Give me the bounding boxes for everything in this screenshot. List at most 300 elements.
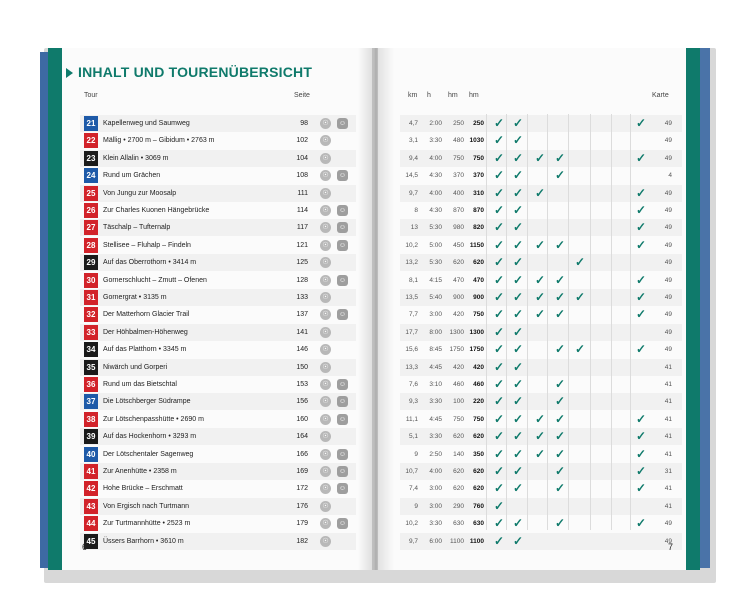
tour-map-number: 41 bbox=[664, 381, 672, 388]
tour-number-badge: 29 bbox=[84, 255, 98, 270]
book-edge-right bbox=[700, 48, 710, 568]
tour-ascent: 750 bbox=[453, 415, 464, 423]
tour-map-number: 49 bbox=[664, 224, 672, 232]
tour-ascent: 750 bbox=[453, 154, 464, 162]
check-icon: ✓ bbox=[636, 290, 647, 304]
tour-km: 5,1 bbox=[408, 433, 418, 441]
tour-number-badge: 24 bbox=[84, 168, 98, 183]
check-icon: ✓ bbox=[636, 150, 647, 165]
tour-page-number: 121 bbox=[296, 241, 308, 249]
tour-map-number: 31 bbox=[664, 468, 672, 475]
check-icon: ✓ bbox=[555, 481, 566, 496]
tour-km: 10,2 bbox=[405, 520, 418, 528]
page-number-right: 7 bbox=[668, 542, 674, 552]
check-icon: ✓ bbox=[535, 185, 546, 200]
check-icon: ✓ bbox=[494, 220, 505, 235]
tour-hours: 2:50 bbox=[429, 450, 442, 458]
tour-number-badge: 27 bbox=[84, 220, 98, 235]
tour-ascent: 980 bbox=[453, 224, 464, 232]
check-icon: ✓ bbox=[513, 516, 524, 531]
family-icon: ☺ bbox=[338, 485, 347, 493]
check-icon: ✓ bbox=[494, 324, 505, 339]
tour-hours: 8:00 bbox=[429, 328, 442, 336]
check-icon: ✓ bbox=[513, 429, 524, 444]
tour-km: 9 bbox=[414, 450, 418, 458]
tour-ascent: 620 bbox=[453, 468, 464, 475]
tour-km: 10,7 bbox=[405, 468, 418, 475]
tour-hours: 4:30 bbox=[429, 172, 442, 180]
table-row-right bbox=[400, 324, 682, 341]
check-icon: ✓ bbox=[494, 429, 505, 444]
table-row-right bbox=[400, 167, 682, 184]
tour-km: 7,6 bbox=[408, 381, 418, 388]
tour-name: Zur Anenhütte • 2358 m bbox=[103, 468, 177, 475]
check-icon: ✓ bbox=[494, 516, 505, 531]
tour-page-number: 146 bbox=[296, 346, 308, 354]
tour-ascent: 620 bbox=[453, 485, 464, 493]
tour-name: Zur Turtmannhütte • 2523 m bbox=[103, 520, 191, 528]
check-icon: ✓ bbox=[494, 533, 505, 548]
tour-name: Rund um Grächen bbox=[103, 172, 161, 180]
tour-map-number: 41 bbox=[664, 363, 672, 371]
tour-descent: 1750 bbox=[469, 346, 484, 354]
tour-name: Der Höhbalmen-Höhenweg bbox=[103, 328, 188, 336]
check-icon: ✓ bbox=[513, 464, 524, 478]
check-icon: ✓ bbox=[555, 342, 566, 357]
difficulty-icon: ☉ bbox=[320, 153, 331, 164]
tour-map-number: 49 bbox=[664, 259, 672, 267]
tour-hours: 3:00 bbox=[429, 502, 442, 510]
family-icon: ☺ bbox=[338, 120, 347, 127]
tour-number-badge: 35 bbox=[84, 360, 98, 375]
check-icon: ✓ bbox=[494, 116, 505, 130]
tour-number-badge: 28 bbox=[84, 238, 98, 253]
tour-page-number: 137 bbox=[296, 311, 308, 319]
tour-descent: 1100 bbox=[469, 537, 484, 545]
tour-hours: 5:30 bbox=[429, 259, 442, 267]
tour-page-number: 108 bbox=[296, 172, 308, 180]
tour-descent: 250 bbox=[473, 120, 484, 127]
tour-name: Gornergrat • 3135 m bbox=[103, 294, 167, 301]
tour-name: Der Matterhorn Glacier Trail bbox=[103, 311, 190, 319]
difficulty-icon: ☉ bbox=[320, 170, 331, 181]
check-icon: ✓ bbox=[636, 220, 647, 235]
table-row-right bbox=[400, 254, 682, 271]
check-icon: ✓ bbox=[535, 446, 546, 461]
check-icon: ✓ bbox=[494, 272, 505, 287]
tour-number-badge: 43 bbox=[84, 499, 98, 514]
tour-map-number: 41 bbox=[664, 415, 672, 423]
tour-ascent: 450 bbox=[453, 241, 464, 249]
table-row-right bbox=[400, 533, 682, 550]
check-icon: ✓ bbox=[494, 255, 505, 270]
check-icon: ✓ bbox=[636, 237, 647, 252]
tour-map-number: 49 bbox=[664, 207, 672, 214]
tour-km: 9,7 bbox=[408, 189, 418, 197]
check-icon: ✓ bbox=[636, 516, 647, 531]
check-icon: ✓ bbox=[555, 411, 566, 426]
check-icon: ✓ bbox=[555, 290, 566, 304]
tour-page-number: 150 bbox=[296, 363, 308, 371]
check-icon: ✓ bbox=[636, 272, 647, 287]
family-icon: ☺ bbox=[338, 241, 347, 249]
difficulty-icon: ☉ bbox=[320, 431, 331, 442]
check-icon: ✓ bbox=[555, 237, 566, 252]
tour-page-number: 179 bbox=[296, 520, 308, 528]
title-arrow-icon bbox=[66, 68, 73, 78]
family-icon: ☺ bbox=[338, 311, 347, 319]
check-icon: ✓ bbox=[494, 150, 505, 165]
tour-number-badge: 36 bbox=[84, 377, 98, 392]
tour-hours: 4:15 bbox=[429, 276, 442, 284]
check-icon: ✓ bbox=[513, 237, 524, 252]
tour-name: Täschalp – Tufternalp bbox=[103, 224, 171, 232]
tour-name: Zur Lötschenpasshütte • 2690 m bbox=[103, 415, 204, 423]
tour-number-badge: 22 bbox=[84, 133, 98, 148]
difficulty-icon: ☉ bbox=[320, 205, 331, 216]
tour-descent: 1300 bbox=[469, 328, 484, 336]
check-icon: ✓ bbox=[513, 377, 524, 391]
tour-hours: 4:00 bbox=[429, 189, 442, 197]
difficulty-icon: ☉ bbox=[320, 536, 331, 547]
tour-ascent: 460 bbox=[453, 381, 464, 388]
tour-hours: 3:00 bbox=[429, 485, 442, 493]
check-icon: ✓ bbox=[513, 168, 524, 183]
check-icon: ✓ bbox=[535, 150, 546, 165]
tour-descent: 470 bbox=[473, 276, 484, 284]
check-icon: ✓ bbox=[494, 307, 505, 322]
check-icon: ✓ bbox=[494, 185, 505, 200]
page-number-left: 6 bbox=[82, 542, 88, 552]
check-icon: ✓ bbox=[575, 290, 586, 304]
tour-map-number: 49 bbox=[664, 311, 672, 319]
check-icon: ✓ bbox=[535, 237, 546, 252]
tour-name: Auf das Oberrothorn • 3414 m bbox=[103, 259, 197, 267]
family-icon: ☺ bbox=[338, 520, 347, 528]
tour-descent: 310 bbox=[473, 189, 484, 197]
check-icon: ✓ bbox=[513, 220, 524, 235]
tour-name: Die Lötschberger Südrampe bbox=[103, 398, 191, 406]
difficulty-icon: ☉ bbox=[320, 466, 331, 477]
tour-number-badge: 32 bbox=[84, 307, 98, 322]
check-icon: ✓ bbox=[494, 237, 505, 252]
tour-page-number: 169 bbox=[296, 468, 308, 475]
tour-km: 7,7 bbox=[408, 311, 418, 319]
check-icon: ✓ bbox=[575, 255, 586, 270]
check-icon: ✓ bbox=[513, 359, 524, 374]
check-icon: ✓ bbox=[494, 377, 505, 391]
tour-hours: 3:30 bbox=[429, 137, 442, 145]
tour-number-badge: 33 bbox=[84, 325, 98, 340]
tour-descent: 870 bbox=[473, 207, 484, 214]
column-divider bbox=[568, 114, 569, 530]
tour-page-number: 104 bbox=[296, 154, 308, 162]
tour-map-number: 49 bbox=[664, 276, 672, 284]
difficulty-icon: ☉ bbox=[320, 396, 331, 407]
check-icon: ✓ bbox=[513, 533, 524, 548]
check-icon: ✓ bbox=[494, 203, 505, 217]
tour-km: 9,7 bbox=[408, 537, 418, 545]
tour-descent: 750 bbox=[473, 154, 484, 162]
tour-km: 3,1 bbox=[408, 137, 418, 145]
tour-map-number: 41 bbox=[664, 502, 672, 510]
difficulty-icon: ☉ bbox=[320, 501, 331, 512]
tour-name: Stellisee – Fluhalp – Findeln bbox=[103, 241, 191, 249]
check-icon: ✓ bbox=[513, 481, 524, 496]
tour-map-number: 49 bbox=[664, 294, 672, 301]
tour-page-number: 172 bbox=[296, 485, 308, 493]
tour-map-number: 49 bbox=[664, 328, 672, 336]
tour-descent: 820 bbox=[473, 224, 484, 232]
tour-number-badge: 34 bbox=[84, 342, 98, 357]
tour-number-badge: 40 bbox=[84, 447, 98, 462]
difficulty-icon: ☉ bbox=[320, 327, 331, 338]
family-icon: ☺ bbox=[338, 207, 347, 214]
tour-hours: 5:40 bbox=[429, 294, 442, 301]
check-icon: ✓ bbox=[636, 446, 647, 461]
tour-name: Von Jungu zur Moosalp bbox=[103, 189, 177, 197]
tour-number-badge: 45 bbox=[84, 534, 98, 549]
book-gutter bbox=[358, 48, 394, 570]
tour-ascent: 100 bbox=[453, 398, 464, 406]
difficulty-icon: ☉ bbox=[320, 257, 331, 268]
tour-hours: 4:45 bbox=[429, 415, 442, 423]
tour-map-number: 4 bbox=[668, 172, 672, 180]
tour-map-number: 49 bbox=[664, 241, 672, 249]
tour-hours: 4:00 bbox=[429, 154, 442, 162]
tour-ascent: 250 bbox=[453, 120, 464, 127]
tour-descent: 620 bbox=[473, 259, 484, 267]
family-icon: ☺ bbox=[338, 468, 347, 475]
tour-number-badge: 42 bbox=[84, 481, 98, 496]
check-icon: ✓ bbox=[494, 498, 505, 513]
check-icon: ✓ bbox=[513, 185, 524, 200]
table-row-right bbox=[400, 132, 682, 149]
check-icon: ✓ bbox=[636, 116, 647, 130]
tour-name: Auf das Platthorn • 3345 m bbox=[103, 346, 187, 354]
check-icon: ✓ bbox=[636, 307, 647, 322]
check-icon: ✓ bbox=[513, 255, 524, 270]
tour-km: 15,6 bbox=[405, 346, 418, 354]
tour-descent: 420 bbox=[473, 363, 484, 371]
header-seite: Seite bbox=[294, 92, 310, 99]
check-icon: ✓ bbox=[555, 429, 566, 444]
tour-name: Zur Charles Kuonen Hängebrücke bbox=[103, 207, 210, 214]
table-row-right bbox=[400, 376, 682, 393]
tour-descent: 750 bbox=[473, 415, 484, 423]
table-row-right bbox=[400, 498, 682, 515]
difficulty-icon: ☉ bbox=[320, 449, 331, 460]
tour-descent: 370 bbox=[473, 172, 484, 180]
tour-hours: 3:30 bbox=[429, 520, 442, 528]
difficulty-icon: ☉ bbox=[320, 188, 331, 199]
tour-descent: 760 bbox=[473, 502, 484, 510]
check-icon: ✓ bbox=[494, 411, 505, 426]
check-icon: ✓ bbox=[494, 359, 505, 374]
check-icon: ✓ bbox=[535, 307, 546, 322]
check-icon: ✓ bbox=[494, 481, 505, 496]
check-icon: ✓ bbox=[513, 342, 524, 357]
column-divider bbox=[486, 114, 487, 530]
tour-hours: 6:00 bbox=[429, 537, 442, 545]
tour-number-badge: 37 bbox=[84, 394, 98, 409]
check-icon: ✓ bbox=[636, 481, 647, 496]
difficulty-icon: ☉ bbox=[320, 118, 331, 129]
tour-number-badge: 31 bbox=[84, 290, 98, 305]
tour-ascent: 1300 bbox=[449, 328, 464, 336]
table-row-right bbox=[400, 359, 682, 376]
tour-page-number: 141 bbox=[296, 328, 308, 336]
check-icon: ✓ bbox=[555, 168, 566, 183]
difficulty-icon: ☉ bbox=[320, 362, 331, 373]
family-icon: ☺ bbox=[338, 276, 347, 284]
check-icon: ✓ bbox=[513, 324, 524, 339]
header-km: km bbox=[408, 92, 418, 99]
check-icon: ✓ bbox=[535, 429, 546, 444]
difficulty-icon: ☉ bbox=[320, 414, 331, 425]
tour-page-number: 114 bbox=[296, 207, 308, 214]
tour-km: 9,4 bbox=[408, 154, 418, 162]
check-icon: ✓ bbox=[636, 411, 647, 426]
tour-number-badge: 21 bbox=[84, 116, 98, 131]
tour-descent: 750 bbox=[473, 311, 484, 319]
check-icon: ✓ bbox=[636, 185, 647, 200]
difficulty-icon: ☉ bbox=[320, 379, 331, 390]
header-karte: Karte bbox=[652, 92, 669, 99]
check-icon: ✓ bbox=[513, 411, 524, 426]
tour-hours: 3:00 bbox=[429, 311, 442, 319]
tour-km: 7,4 bbox=[408, 485, 418, 493]
tour-ascent: 290 bbox=[453, 502, 464, 510]
tour-page-number: 102 bbox=[296, 137, 308, 145]
tour-page-number: 125 bbox=[296, 259, 308, 267]
check-icon: ✓ bbox=[555, 516, 566, 531]
difficulty-icon: ☉ bbox=[320, 309, 331, 320]
tour-hours: 3:10 bbox=[429, 381, 442, 388]
tour-km: 11,1 bbox=[405, 415, 418, 423]
family-icon: ☺ bbox=[338, 381, 347, 388]
check-icon: ✓ bbox=[555, 394, 566, 409]
tour-hours: 3:30 bbox=[429, 398, 442, 406]
tour-name: Niwärch und Gorperi bbox=[103, 363, 168, 371]
tour-ascent: 1100 bbox=[450, 537, 464, 545]
tour-map-number: 49 bbox=[664, 520, 672, 528]
right-accent-band bbox=[686, 48, 700, 570]
tour-number-badge: 25 bbox=[84, 186, 98, 201]
tour-km: 14,5 bbox=[405, 172, 418, 180]
tour-page-number: 182 bbox=[296, 537, 308, 545]
check-icon: ✓ bbox=[513, 394, 524, 409]
difficulty-icon: ☉ bbox=[320, 292, 331, 303]
tour-hours: 2:00 bbox=[429, 120, 442, 127]
check-icon: ✓ bbox=[494, 290, 505, 304]
tour-number-badge: 30 bbox=[84, 273, 98, 288]
check-icon: ✓ bbox=[575, 342, 586, 357]
column-divider bbox=[527, 114, 528, 530]
header-hm-down: hm bbox=[469, 92, 479, 99]
header-hm-up: hm bbox=[448, 92, 458, 99]
tour-ascent: 480 bbox=[453, 137, 464, 145]
check-icon: ✓ bbox=[494, 133, 505, 148]
page-title: INHALT UND TOURENÜBERSICHT bbox=[78, 64, 313, 80]
tour-ascent: 900 bbox=[453, 294, 464, 301]
tour-hours: 8:45 bbox=[429, 346, 442, 354]
check-icon: ✓ bbox=[535, 290, 546, 304]
tour-ascent: 1750 bbox=[449, 346, 464, 354]
difficulty-icon: ☉ bbox=[320, 344, 331, 355]
tour-page-number: 160 bbox=[296, 415, 308, 423]
tour-page-number: 133 bbox=[296, 294, 308, 301]
tour-descent: 460 bbox=[473, 381, 484, 388]
tour-map-number: 49 bbox=[664, 137, 672, 145]
difficulty-icon: ☉ bbox=[320, 222, 331, 233]
header-tour: Tour bbox=[84, 92, 98, 99]
tour-name: Von Ergisch nach Turtmann bbox=[103, 502, 189, 510]
tour-km: 17,7 bbox=[405, 328, 418, 336]
check-icon: ✓ bbox=[636, 429, 647, 444]
tour-descent: 1030 bbox=[469, 137, 484, 145]
check-icon: ✓ bbox=[513, 446, 524, 461]
tour-ascent: 630 bbox=[453, 520, 464, 528]
tour-ascent: 420 bbox=[453, 311, 464, 319]
tour-page-number: 111 bbox=[297, 189, 308, 197]
tour-name: Mällig • 2700 m – Gibidum • 2763 m bbox=[103, 137, 215, 145]
tour-page-number: 176 bbox=[296, 502, 308, 510]
tour-map-number: 41 bbox=[664, 398, 672, 406]
tour-page-number: 128 bbox=[296, 276, 308, 284]
tour-km: 4,7 bbox=[408, 120, 418, 127]
check-icon: ✓ bbox=[513, 290, 524, 304]
check-icon: ✓ bbox=[636, 203, 647, 217]
column-divider bbox=[590, 114, 591, 530]
check-icon: ✓ bbox=[535, 411, 546, 426]
tour-page-number: 153 bbox=[296, 381, 308, 388]
check-icon: ✓ bbox=[513, 133, 524, 148]
check-icon: ✓ bbox=[555, 446, 566, 461]
tour-km: 13,5 bbox=[405, 294, 418, 301]
difficulty-icon: ☉ bbox=[320, 275, 331, 286]
tour-number-badge: 38 bbox=[84, 412, 98, 427]
tour-ascent: 400 bbox=[453, 189, 464, 197]
tour-map-number: 49 bbox=[664, 120, 672, 127]
check-icon: ✓ bbox=[494, 464, 505, 478]
tour-map-number: 49 bbox=[664, 154, 672, 162]
family-icon: ☺ bbox=[338, 415, 347, 423]
tour-descent: 630 bbox=[473, 520, 484, 528]
check-icon: ✓ bbox=[513, 307, 524, 322]
header-h: h bbox=[427, 92, 431, 99]
left-accent-band bbox=[48, 48, 62, 570]
tour-km: 13 bbox=[410, 224, 418, 232]
tour-number-badge: 26 bbox=[84, 203, 98, 218]
family-icon: ☺ bbox=[338, 450, 347, 458]
tour-map-number: 49 bbox=[664, 189, 672, 197]
tour-ascent: 470 bbox=[453, 276, 464, 284]
tour-map-number: 41 bbox=[664, 433, 672, 441]
difficulty-icon: ☉ bbox=[320, 240, 331, 251]
tour-page-number: 156 bbox=[296, 398, 308, 406]
tour-map-number: 49 bbox=[664, 346, 672, 354]
tour-descent: 220 bbox=[473, 398, 484, 406]
check-icon: ✓ bbox=[535, 272, 546, 287]
tour-descent: 350 bbox=[473, 450, 484, 458]
table-row-right bbox=[400, 393, 682, 410]
tour-hours: 4:45 bbox=[429, 363, 442, 371]
family-icon: ☺ bbox=[338, 398, 347, 406]
check-icon: ✓ bbox=[555, 272, 566, 287]
difficulty-icon: ☉ bbox=[320, 518, 331, 529]
tour-km: 10,2 bbox=[405, 241, 418, 249]
